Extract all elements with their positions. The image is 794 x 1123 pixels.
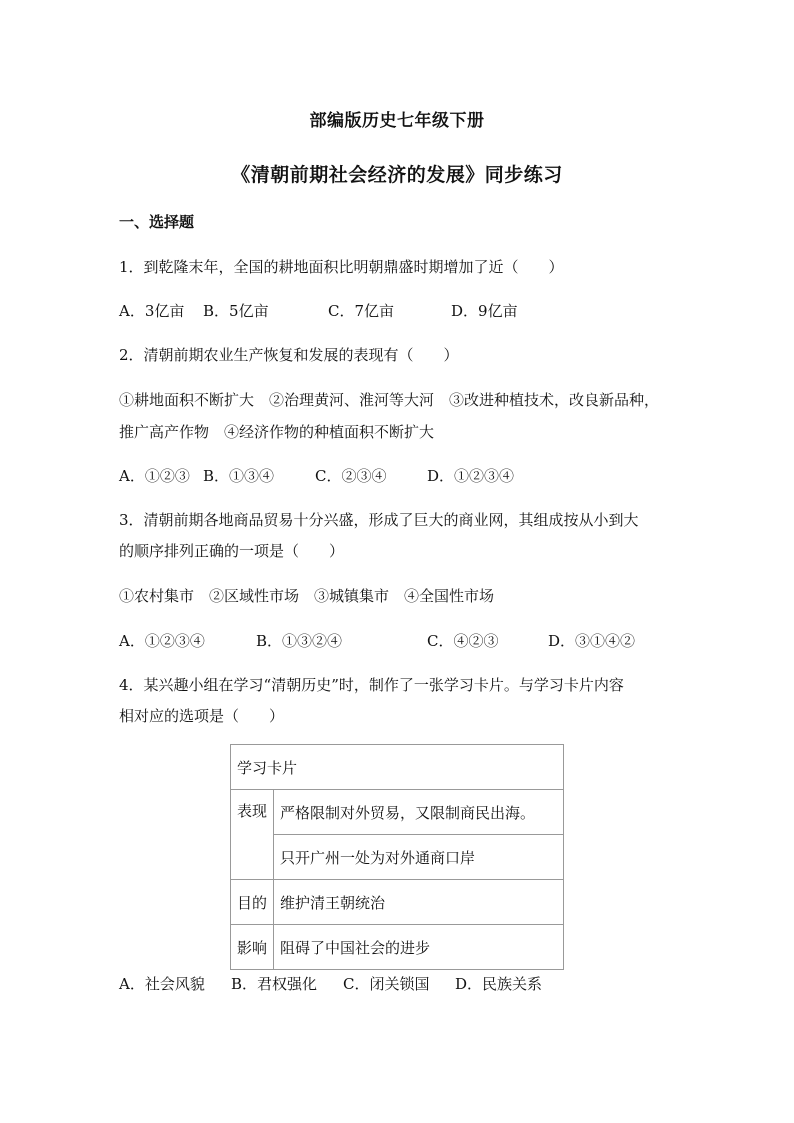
question-4-option-c: C．闭关锁国	[343, 975, 430, 993]
study-card-row-head-purpose: 目的	[231, 880, 274, 925]
question-3-stem-line-1: 3．清朝前期各地商品贸易十分兴盛，形成了巨大的商业网，其组成按从小到大	[119, 511, 639, 529]
section-heading: 一、选择题	[119, 213, 195, 231]
study-card-row-head-impact: 影响	[231, 925, 274, 970]
question-3-stem-line-2: 的顺序排列正确的一项是（ ）	[119, 542, 345, 560]
question-4-option-d: D．民族关系	[455, 975, 543, 993]
study-card-purpose: 维护清王朝统治	[274, 880, 564, 925]
question-3-option-d: D．③①④②	[548, 632, 636, 650]
question-2-option-b: B．①③④	[203, 467, 275, 485]
question-2-option-d: D．①②③④	[427, 467, 515, 485]
question-2-option-c: C．②③④	[315, 467, 387, 485]
question-1-stem: 1．到乾隆末年，全国的耕地面积比明朝鼎盛时期增加了近（ ）	[119, 258, 564, 276]
document-title: 部编版历史七年级下册	[309, 111, 485, 131]
question-2-items-line-1: ①耕地面积不断扩大 ②治理黄河、淮河等大河 ③改进种植技术，改良新品种，	[119, 391, 660, 409]
study-card-row-head-performance: 表现	[231, 790, 274, 880]
question-3-items: ①农村集市 ②区域性市场 ③城镇集市 ④全国性市场	[119, 587, 495, 605]
question-1-option-d: D．9亿亩	[451, 302, 518, 320]
question-2-items-line-2: 推广高产作物 ④经济作物的种植面积不断扩大	[119, 423, 435, 441]
question-2-stem: 2．清朝前期农业生产恢复和发展的表现有（ ）	[119, 346, 459, 364]
document-subtitle: 《清朝前期社会经济的发展》同步练习	[231, 164, 563, 186]
question-3-option-c: C．④②③	[427, 632, 499, 650]
question-3-option-a: A．①②③④	[119, 632, 205, 650]
study-card-impact: 阻碍了中国社会的进步	[274, 925, 564, 970]
question-4-stem-line-2: 相对应的选项是（ ）	[119, 707, 285, 725]
study-card-performance-b: 只开广州一处为对外通商口岸	[274, 835, 564, 880]
question-1-option-b: B．5亿亩	[203, 302, 269, 320]
question-4-stem-line-1: 4．某兴趣小组在学习“清朝历史”时，制作了一张学习卡片。与学习卡片内容	[119, 676, 624, 694]
question-1-option-a: A．3亿亩	[119, 302, 185, 320]
question-2-option-a: A．①②③	[119, 467, 190, 485]
study-card-table	[230, 744, 564, 970]
study-card-title: 学习卡片	[231, 745, 564, 790]
question-4-option-a: A．社会风貌	[119, 975, 205, 993]
question-4-option-b: B．君权强化	[231, 975, 318, 993]
study-card-performance-a: 严格限制对外贸易，又限制商民出海。	[274, 790, 564, 835]
question-1-option-c: C．7亿亩	[328, 302, 395, 320]
question-3-option-b: B．①③②④	[256, 632, 343, 650]
